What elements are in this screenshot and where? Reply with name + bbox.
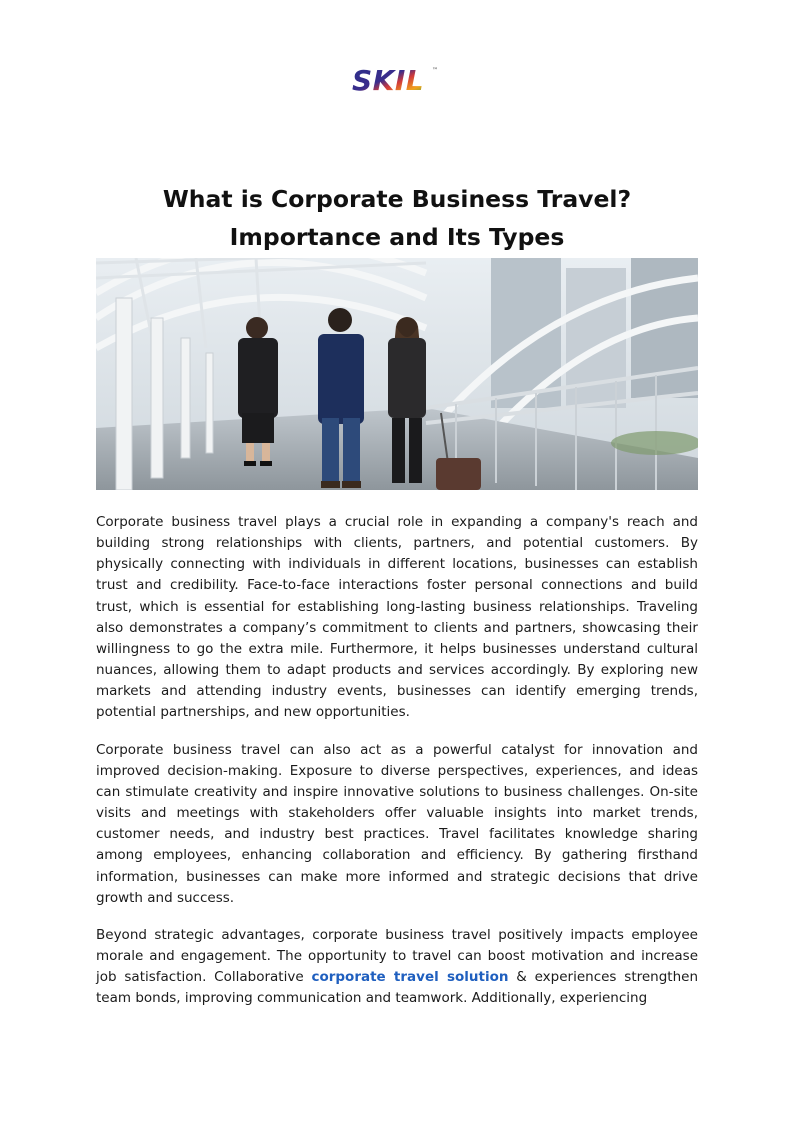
corporate-travel-solution-link[interactable]: corporate travel solution [311,969,509,986]
article-title [96,180,698,256]
article-body [96,512,698,1025]
logo-trademark: ™ [432,67,438,74]
title-line-2: Importance and Its Types [229,223,565,251]
paragraph-3-tail: & experiences strengthen team bonds, improving communication and teamwork. Additionally, experiencing [96,969,699,1007]
paragraph-2: Corporate business travel can also act as a powerful catalyst for innovation and improved decision-making. Exposure to diverse perspectives, experiences, and ideas can stimulate creativity and inspire innovative solutions to business challenges. On-site visits and meetings with stakeholders offer valuable insights into market trends, customer needs, and industry best practices. Travel facilitates knowledge sharing among employees, enhancing collaboration and efficiency. By gathering firsthand information, businesses can make more informed and strategic decisions that drive growth and success. [96,741,698,906]
paragraph-1: Corporate business travel plays a crucial role in expanding a company's reach and building strong relationships with clients, partners, and potential customers. By physically connecting with individuals in different locations, businesses can establish trust and credibility. Face-to-face interactions foster personal connections and build trust, which is essential for establishing long-lasting business relationships. Traveling also demonstrates a company’s commitment to clients and partners, showcasing their willingness to go the extra mile. Furthermore, it helps businesses understand cultural nuances, allowing them to adapt products and services accordingly. By exploring new markets and attending industry events, businesses can identify emerging trends, potential partnerships, and new opportunities. [96,514,698,721]
paragraph-3-lead: Beyond strategic advantages, corporate business travel positively impacts employee morale and engagement. The opportunity to travel can boost motivation and increase job satisfaction. Collaborative [96,926,698,986]
logo-mark [350,63,442,95]
title-line-1: What is Corporate Business Travel? [162,185,632,213]
hero-photo [96,258,698,490]
skil-logo[interactable] [350,63,442,95]
hero-image [96,258,698,490]
logo-text: SKIL [352,64,425,95]
paragraph-3 [96,925,698,1010]
